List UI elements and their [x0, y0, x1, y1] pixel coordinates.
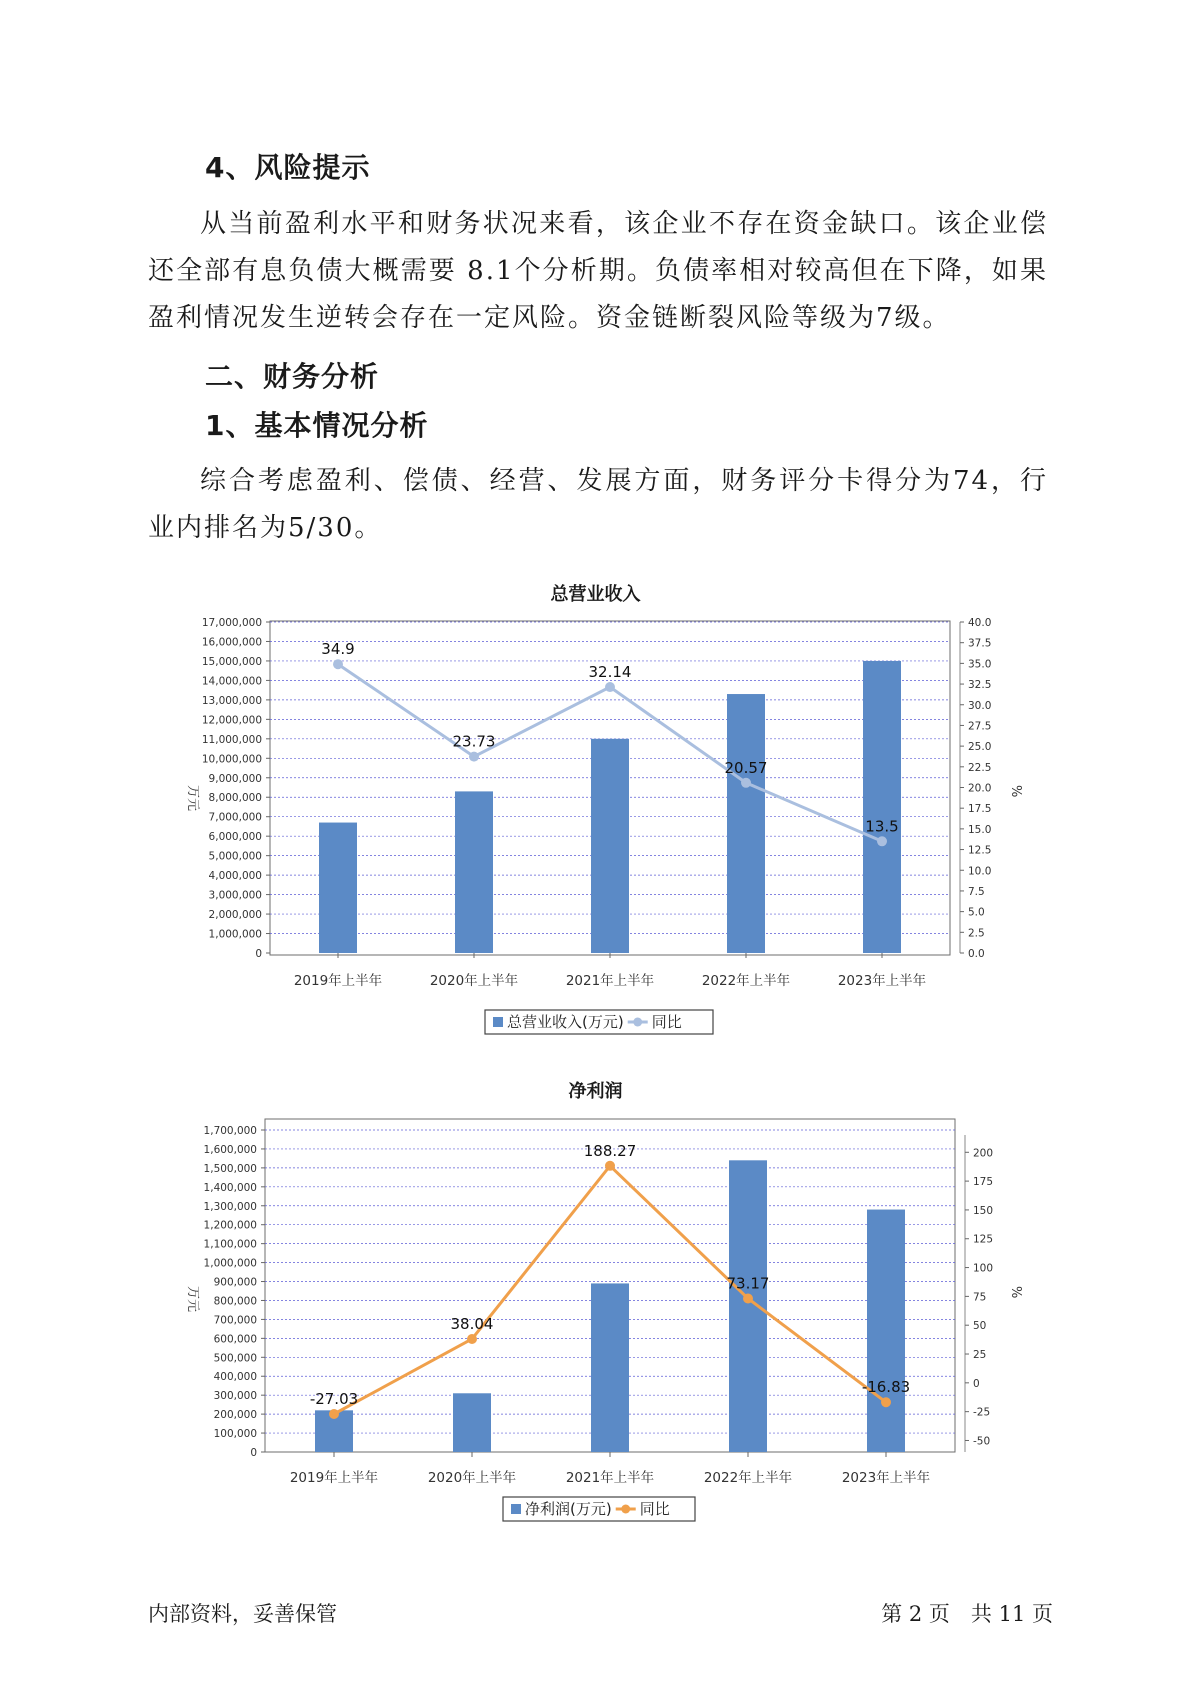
y2-tick-label: -25 [973, 1406, 991, 1419]
y2-tick-label: 200 [973, 1147, 994, 1160]
y2-tick-label: 2.5 [968, 927, 985, 940]
finance-heading: 二、财务分析 [205, 360, 380, 393]
y2-tick-label: 175 [973, 1176, 994, 1189]
y-tick-label: 16,000,000 [201, 636, 262, 649]
x-tick-label: 2022年上半年 [701, 973, 791, 989]
yoy-data-label: -27.03 [309, 1389, 359, 1408]
y-tick-label: 9,000,000 [208, 772, 262, 785]
y-tick-label: 400,000 [213, 1371, 257, 1384]
legend-bar-label: 净利润(万元) [525, 1500, 612, 1518]
yoy-data-label: 38.04 [450, 1314, 494, 1333]
y2-tick-label: 35.0 [968, 658, 992, 671]
y2-tick-label: 100 [973, 1262, 994, 1275]
y-tick-label: 900,000 [213, 1276, 257, 1289]
y-axis-label: 万元 [185, 785, 200, 812]
footer-confidential: 内部资料，妥善保管 [148, 1602, 337, 1626]
x-tick-label: 2021年上半年 [565, 973, 655, 989]
x-tick-label: 2023年上半年 [841, 1470, 931, 1486]
y-tick-label: 1,600,000 [203, 1143, 257, 1156]
basic-paragraph: 综合考虑盈利、偿债、经营、发展方面，财务评分卡得分为74，行业内排名为5/30。 [148, 466, 1048, 543]
bar-2022年上半年 [729, 1160, 767, 1452]
y-tick-label: 14,000,000 [201, 675, 262, 688]
y-tick-label: 6,000,000 [208, 831, 262, 844]
yoy-data-label: 32.14 [588, 663, 632, 682]
y2-tick-label: 125 [973, 1233, 994, 1246]
y2-tick-label: 0 [973, 1377, 980, 1390]
yoy-data-label: 73.17 [726, 1274, 770, 1293]
y-tick-label: 2,000,000 [208, 909, 262, 922]
x-tick-label: 2020年上半年 [429, 973, 519, 989]
yoy-data-label: 23.73 [452, 732, 496, 751]
y-tick-label: 3,000,000 [208, 889, 262, 902]
y2-tick-label: 15.0 [968, 823, 992, 836]
x-tick-label: 2023年上半年 [837, 973, 927, 989]
y-tick-label: 7,000,000 [208, 811, 262, 824]
footer-page-number: 第 2 页 共 11 页 [881, 1602, 1053, 1626]
x-tick-label: 2021年上半年 [565, 1470, 655, 1486]
bar-2020年上半年 [453, 1393, 491, 1452]
y2-tick-label: 17.5 [968, 803, 992, 816]
y-tick-label: 1,000,000 [208, 928, 262, 941]
chart-title-revenue: 总营业收入 [550, 584, 641, 605]
legend-bar-label: 总营业收入(万元) [507, 1013, 624, 1031]
y-tick-label: 5,000,000 [208, 850, 262, 863]
y-tick-label: 1,200,000 [203, 1219, 257, 1232]
y2-tick-label: 30.0 [968, 699, 992, 712]
y-tick-label: 200,000 [213, 1409, 257, 1422]
basic-heading: 1、基本情况分析 [205, 409, 429, 442]
y2-tick-label: 0.0 [968, 948, 985, 960]
y-tick-label: 13,000,000 [201, 694, 262, 707]
y-tick-label: 700,000 [213, 1314, 257, 1327]
yoy-data-label: 20.57 [724, 758, 768, 777]
y-tick-label: 100,000 [213, 1428, 257, 1441]
y-tick-label: 1,400,000 [203, 1181, 257, 1194]
y-tick-label: 1,300,000 [203, 1200, 257, 1213]
yoy-data-label: 188.27 [583, 1141, 637, 1160]
y-tick-label: 600,000 [213, 1333, 257, 1346]
y-tick-label: 800,000 [213, 1295, 257, 1308]
y-tick-label: 1,700,000 [203, 1125, 257, 1137]
y-tick-label: 1,100,000 [203, 1238, 257, 1251]
yoy-data-label: 13.5 [865, 817, 899, 836]
yoy-point [743, 1293, 753, 1303]
y2-axis-label: % [1008, 785, 1023, 798]
risk-paragraph: 从当前盈利水平和财务状况来看，该企业不存在资金缺口。该企业偿还全部有息负债大概需要 8.1个分析期。负债率相对较高但在下降，如果盈利情况发生逆转会存在一定风险。资金链断裂风险等级为7级。 [148, 209, 1048, 333]
legend-bar-swatch [511, 1504, 521, 1514]
y2-tick-label: -50 [973, 1435, 991, 1448]
y2-tick-label: 37.5 [968, 637, 992, 650]
y-tick-label: 300,000 [213, 1390, 257, 1403]
y-axis-label: 万元 [185, 1286, 200, 1313]
yoy-point [605, 1161, 615, 1171]
x-tick-label: 2019年上半年 [293, 973, 383, 989]
y-tick-label: 11,000,000 [201, 733, 262, 746]
y-tick-label: 17,000,000 [201, 617, 262, 629]
chart-title-profit: 净利润 [568, 1081, 623, 1102]
yoy-data-label: -16.83 [861, 1378, 911, 1397]
y2-tick-label: 22.5 [968, 761, 992, 774]
y-tick-label: 0 [255, 948, 262, 960]
bar-2023年上半年 [867, 1210, 905, 1452]
y2-tick-label: 25 [973, 1349, 987, 1362]
legend-line-label: 同比 [651, 1013, 682, 1031]
y-tick-label: 0 [250, 1447, 257, 1459]
y-tick-label: 1,500,000 [203, 1162, 257, 1175]
y2-tick-label: 32.5 [968, 679, 992, 692]
y2-axis-label: % [1008, 1286, 1023, 1299]
y2-tick-label: 20.0 [968, 782, 992, 795]
risk-heading: 4、风险提示 [205, 151, 371, 184]
y2-tick-label: 75 [973, 1291, 987, 1304]
y2-tick-label: 25.0 [968, 741, 992, 754]
y2-tick-label: 5.0 [968, 906, 985, 919]
x-tick-label: 2020年上半年 [427, 1470, 517, 1486]
y2-tick-label: 10.0 [968, 865, 992, 878]
y-tick-label: 10,000,000 [201, 753, 262, 766]
bar-2021年上半年 [591, 1283, 629, 1452]
x-tick-label: 2022年上半年 [703, 1470, 793, 1486]
y2-tick-label: 40.0 [968, 617, 992, 629]
y2-tick-label: 27.5 [968, 720, 992, 733]
yoy-point [881, 1397, 891, 1407]
y-tick-label: 15,000,000 [201, 655, 262, 668]
y-tick-label: 1,000,000 [203, 1257, 257, 1270]
yoy-point [329, 1409, 339, 1419]
yoy-point [467, 1334, 477, 1344]
y-tick-label: 12,000,000 [201, 714, 262, 727]
y2-tick-label: 7.5 [968, 885, 985, 898]
y2-tick-label: 150 [973, 1204, 994, 1217]
legend-line-marker [621, 1505, 630, 1514]
legend-line-label: 同比 [639, 1500, 670, 1518]
x-tick-label: 2019年上半年 [289, 1470, 379, 1486]
yoy-data-label: 34.9 [321, 640, 355, 659]
y2-tick-label: 50 [973, 1320, 987, 1333]
y-tick-label: 8,000,000 [208, 792, 262, 805]
y-tick-label: 500,000 [213, 1352, 257, 1365]
y-tick-label: 4,000,000 [208, 870, 262, 883]
y2-tick-label: 12.5 [968, 844, 992, 857]
